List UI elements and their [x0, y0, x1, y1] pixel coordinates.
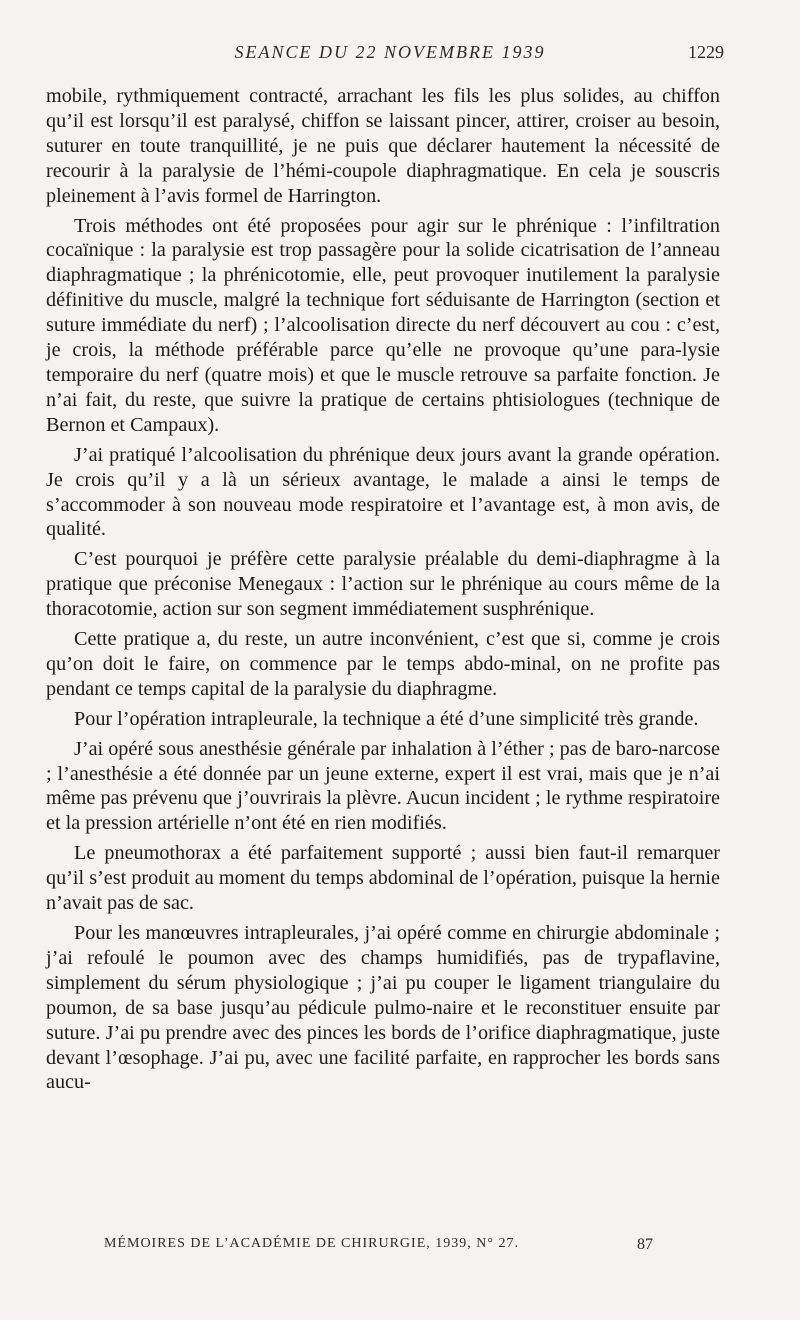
page-number: 1229: [688, 42, 724, 62]
paragraph: Pour les manœuvres intrapleurales, j’ai opéré comme en chirurgie abdominale ; j’ai refoulé le poumon avec des champs humidifiés, pas de trypaflavine, simplement du sérum physiologique ; j’ai pu couper le ligament triangulaire du poumon, de sa base jusqu’au pédicule pulmo-naire et le reconstituer ensuite par suture. J’ai pu prendre avec des pinces les bords de l’orifice diaphragmatique, juste devant l’œsophage. J’ai pu, avec une facilité parfaite, en rapprocher les bords sans aucu-: [46, 922, 720, 1094]
journal-citation: MÉMOIRES DE L’ACADÉMIE DE CHIRURGIE, 1939, N° 27.: [104, 1236, 519, 1251]
paragraph: C’est pourquoi je préfère cette paralysie préalable du demi-diaphragme à la pratique que préconise Menegaux : l’action sur le phrénique au cours même de la thoracotomie, action sur son segment immédiatement susphrénique.: [46, 548, 720, 621]
body-text: [46, 84, 720, 1100]
paragraph: Le pneumothorax a été parfaitement supporté ; aussi bien faut-il remarquer qu’il s’est produit au moment du temps abdominal de l’opération, puisque la hernie n’avait pas de sac.: [46, 842, 720, 915]
sheet-number: 87: [637, 1236, 653, 1253]
paragraph: Trois méthodes ont été proposées pour agir sur le phrénique : l’infiltration cocaïnique : la paralysie est trop passagère pour la solide cicatrisation de l’anneau diaphragmatique ; la phrénicotomie, elle, peut provoquer inutilement la paralysie définitive du muscle, malgré la technique fort séduisante de Harrington (section et suture immédiate du nerf) ; l’alcoolisation directe du nerf découvert au cou : c’est, je crois, la méthode préférable parce qu’elle ne provoque qu’une para-lysie temporaire du nerf (quatre mois) et que le muscle retrouve sa parfaite fonction. Je n’ai fait, du reste, que suivre la pratique de certains phtisiologues (technique de Bernon et Campaux).: [46, 214, 720, 436]
page-footer: [0, 1236, 800, 1260]
paragraph: J’ai opéré sous anesthésie générale par inhalation à l’éther ; pas de baro-narcose ; l’anesthésie a été donnée par un jeune externe, expert il est vrai, mais que je n’ai même pas prévenu que j’ouvrirais la plèvre. Aucun incident ; le rythme respiratoire et la pression artérielle n’ont été en rien modifiés.: [46, 737, 720, 835]
paragraph: Cette pratique a, du reste, un autre inconvénient, c’est que si, comme je crois qu’on doit le faire, on commence par le temps abdo-minal, on ne profite pas pendant ce temps capital de la paralysie du diaphragme.: [46, 628, 720, 700]
paragraph: J’ai pratiqué l’alcoolisation du phrénique deux jours avant la grande opération. Je crois qu’il y a là un sérieux avantage, le malade a ainsi le temps de s’accommoder à son nouveau mode respiratoire et l’avantage est, à mon avis, de qualité.: [46, 443, 720, 541]
running-title: SEANCE DU 22 NOVEMBRE 1939: [234, 42, 546, 62]
running-header: [0, 42, 800, 68]
paragraph: mobile, rythmiquement contracté, arrachant les fils les plus solides, au chiffon qu’il est lorsqu’il est paralysé, chiffon se laissant pincer, attirer, croiser au besoin, suturer en toute tranquillité, je ne puis que déclarer hautement la nécessité de recourir à la paralysie de l’hémi-coupole diaphragmatique. En cela je souscris pleinement à l’avis formel de Harrington.: [46, 85, 720, 207]
paragraph: Pour l’opération intrapleurale, la technique a été d’une simplicité très grande.: [74, 707, 699, 730]
